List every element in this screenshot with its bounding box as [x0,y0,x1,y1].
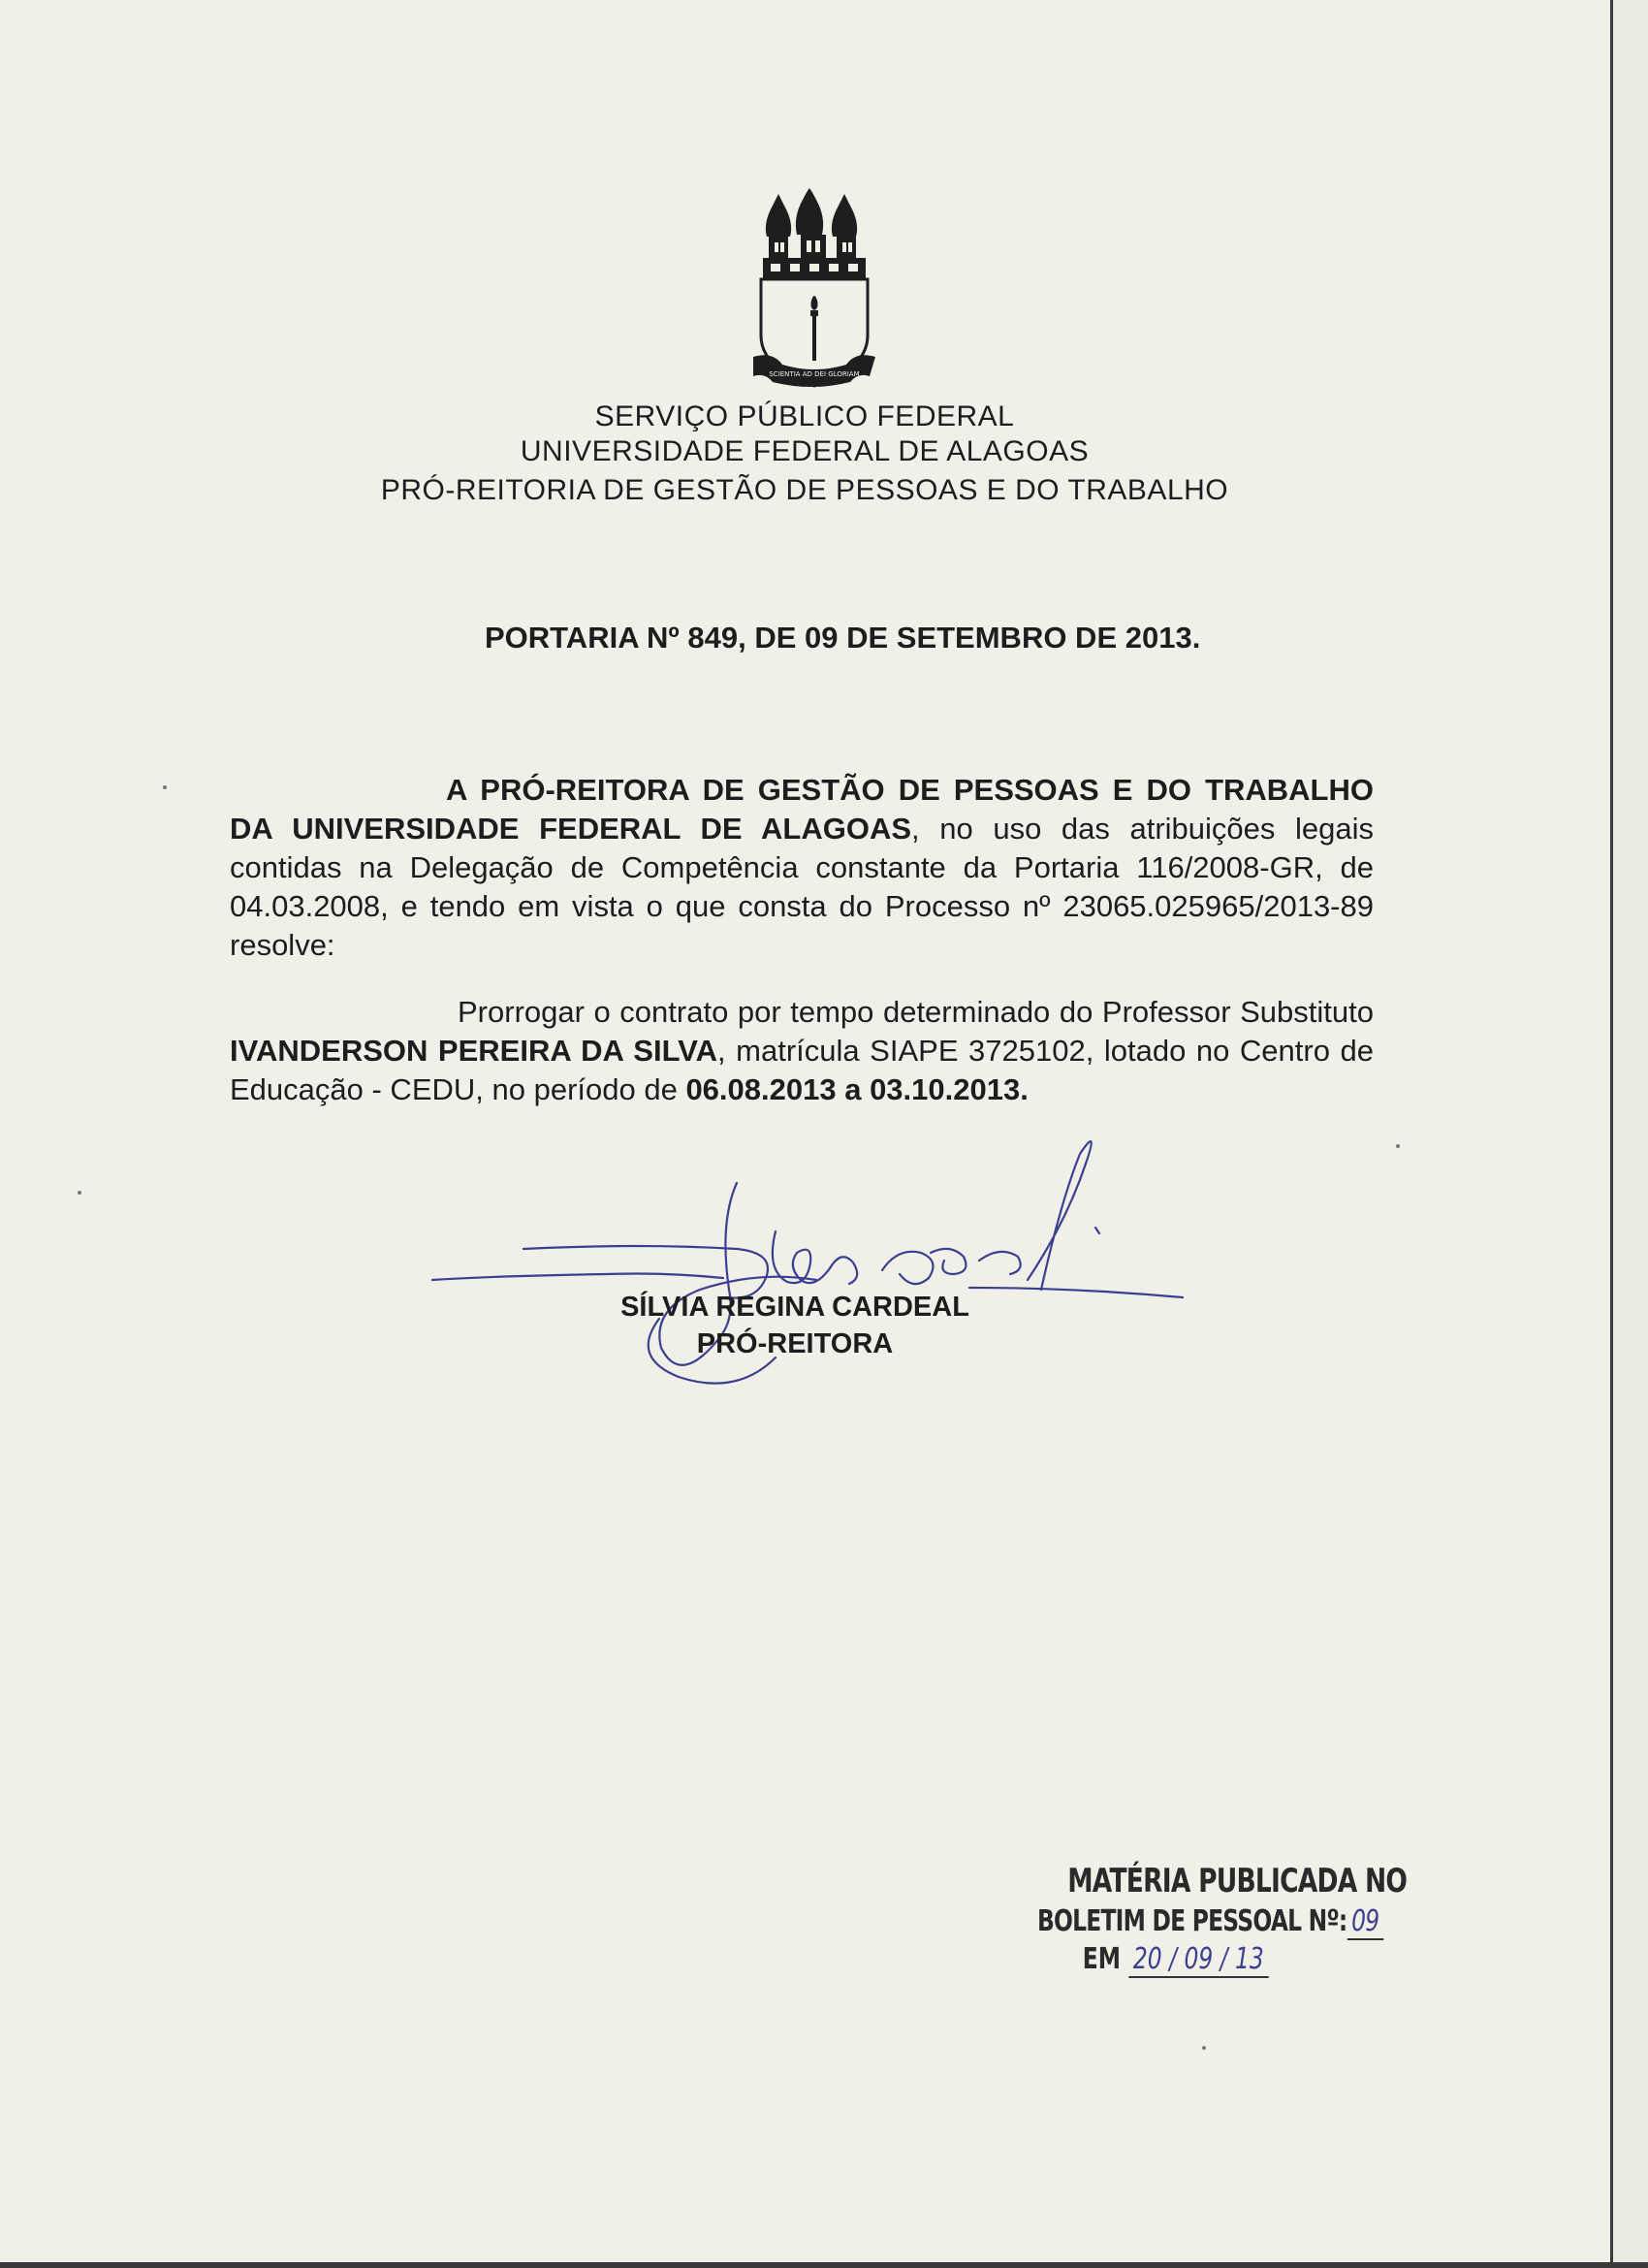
paper-speck [78,1191,81,1195]
professor-name: IVANDERSON PEREIRA DA SILVA [230,1034,717,1068]
period-end-date: 03.10.2013. [870,1072,1029,1106]
scan-edge [0,2262,1648,2268]
university-crest-icon [751,186,877,398]
stamp-date: 20 / 09 / 13 [1128,1942,1268,1978]
crest-motto: SCIENTIA AD DEI GLORIAM [769,370,860,378]
period-start-date: 06.08.2013 [685,1072,837,1106]
stamp-date-line [1083,1942,1310,1976]
document-title: PORTARIA Nº 849, DE 09 DE SETEMBRO DE 2013. [485,621,1201,655]
stamp-bulletin-line [1037,1904,1379,1938]
paper-speck [1396,1144,1400,1148]
publication-stamp [1037,1862,1408,1976]
resolution-text-1: Prorrogar o contrato por tempo determinado do Professor Substituto [458,995,1374,1029]
preamble-authority: A PRÓ-REITORA DE GESTÃO DE PESSOAS E DO TRABALHO DA UNIVERSIDADE FEDERAL DE ALAGOAS [230,773,1374,846]
stamp-date-label: EM [1082,1942,1122,1976]
stamp-heading: MATÉRIA PUBLICADA NO [1067,1862,1408,1901]
period-connector: a [836,1072,871,1106]
paragraph-resolution [230,993,1374,1109]
paragraph-preamble [230,771,1374,965]
header-line-university: UNIVERSIDADE FEDERAL DE ALAGOAS [520,435,1090,467]
resolution-text-2: , matrícula SIAPE 3725102, lotado no Centro de Educação - CEDU, no período de [230,1034,1374,1106]
signatory-role: PRÓ-REITORA [696,1328,894,1359]
paper-speck [1202,2046,1206,2050]
header-line-service: SERVIÇO PÚBLICO FEDERAL [594,400,1015,432]
stamp-bulletin-number: 09 [1347,1904,1383,1940]
signatory-name: SÍLVIA REGINA CARDEAL [620,1292,969,1323]
preamble-text: , no uso das atribuições legais contidas na Delegação de Competência constante da Portaria 116/2008-GR, de 04.03.2008, e tendo em vista o que consta do Processo nº 23065.025965/2013-89 resolve: [230,812,1374,962]
paper-speck [163,785,167,789]
header-line-department: PRÓ-REITORIA DE GESTÃO DE PESSOAS E DO TRABALHO [380,474,1229,506]
stamp-bulletin-label: BOLETIM DE PESSOAL Nº: [1037,1904,1347,1938]
